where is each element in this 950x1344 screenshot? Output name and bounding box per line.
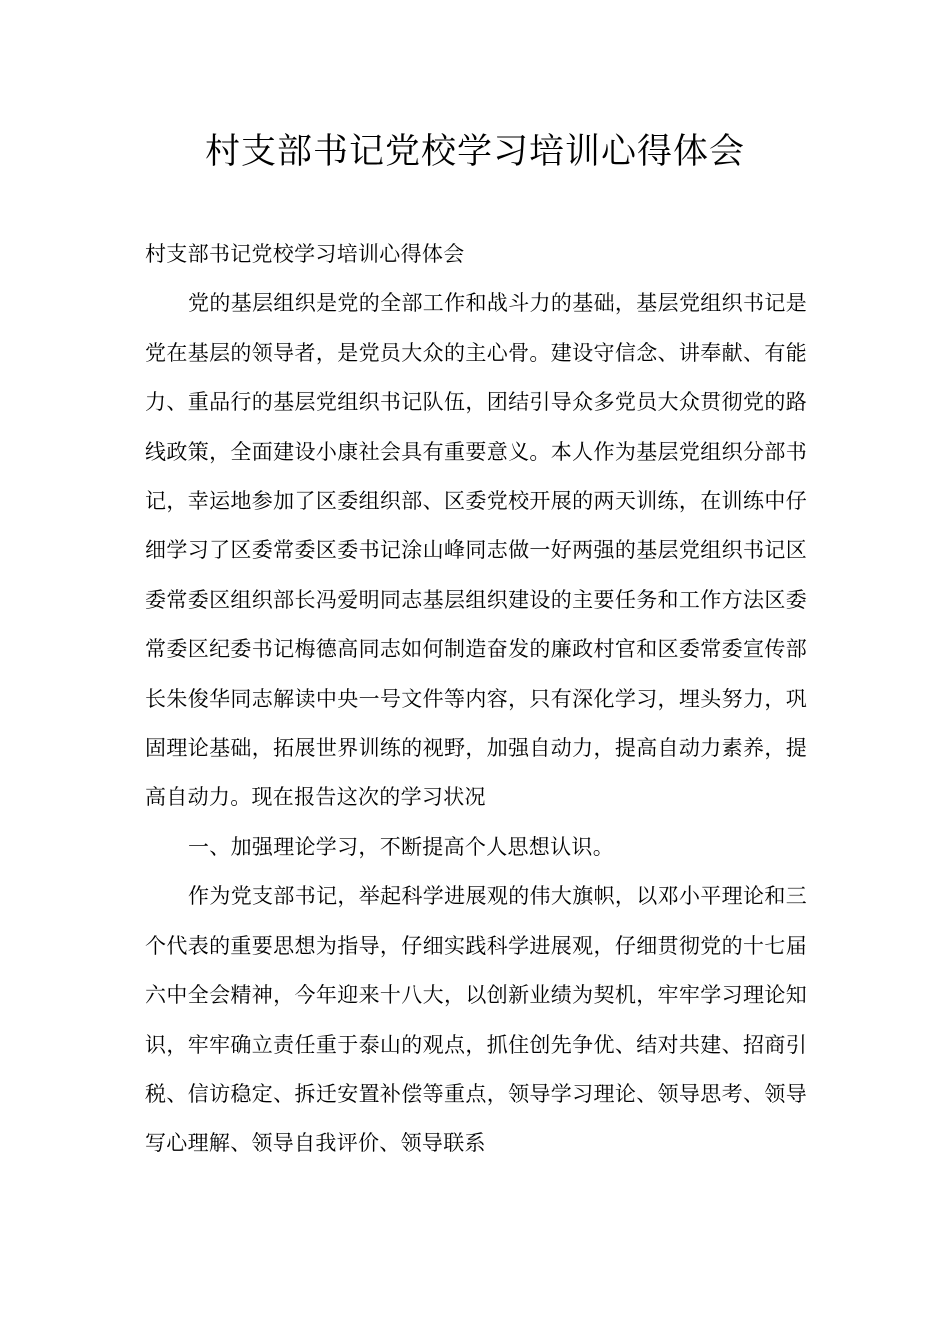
intro-paragraph: 党的基层组织是党的全部工作和战斗力的基础，基层党组织书记是党在基层的领导者，是党员大众的主心骨。建设守信念、讲奉献、有能力、重品行的基层党组织书记队伍，团结引导众多党员大众贯彻党的路线政策，全面建设小康社会具有重要意义。本人作为基层党组织分部书记，幸运地参加了区委组织部、区委党校开展的两天训练，在训练中仔细学习了区委常委区委书记涂山峰同志做一好两强的基层党组织书记区委常委区组织部长冯爱明同志基层组织建设的主要任务和工作方法区委常委区纪委书记梅德高同志如何制造奋发的廉政村官和区委常委宣传部长朱俊华同志解读中央一号文件等内容，只有深化学习，埋头努力，巩固理论基础，拓展世界训练的视野，加强自动力，提高自动力素养，提高自动力。现在报告这次的学习状况 bbox=[145, 291, 807, 810]
body-paragraph: 作为党支部书记，举起科学进展观的伟大旗帜，以邓小平理论和三个代表的重要思想为指导，仔细实践科学进展观，仔细贯彻党的十七届六中全会精神，今年迎来十八大，以创新业绩为契机，牢牢学习理论知识，牢牢确立责任重于泰山的观点，抓住创先争优、结对共建、招商引税、信访稳定、拆迁安置补偿等重点，领导学习理论、领导思考、领导写心理解、领导自我评价、领导联系 bbox=[145, 884, 807, 1156]
subtitle-paragraph: 村支部书记党校学习培训心得体会 bbox=[145, 242, 465, 266]
document-body bbox=[145, 230, 807, 1169]
section-heading-paragraph: 一、加强理论学习，不断提高个人思想认识。 bbox=[188, 834, 614, 859]
document-title: 村支部书记党校学习培训心得体会 bbox=[204, 132, 745, 172]
